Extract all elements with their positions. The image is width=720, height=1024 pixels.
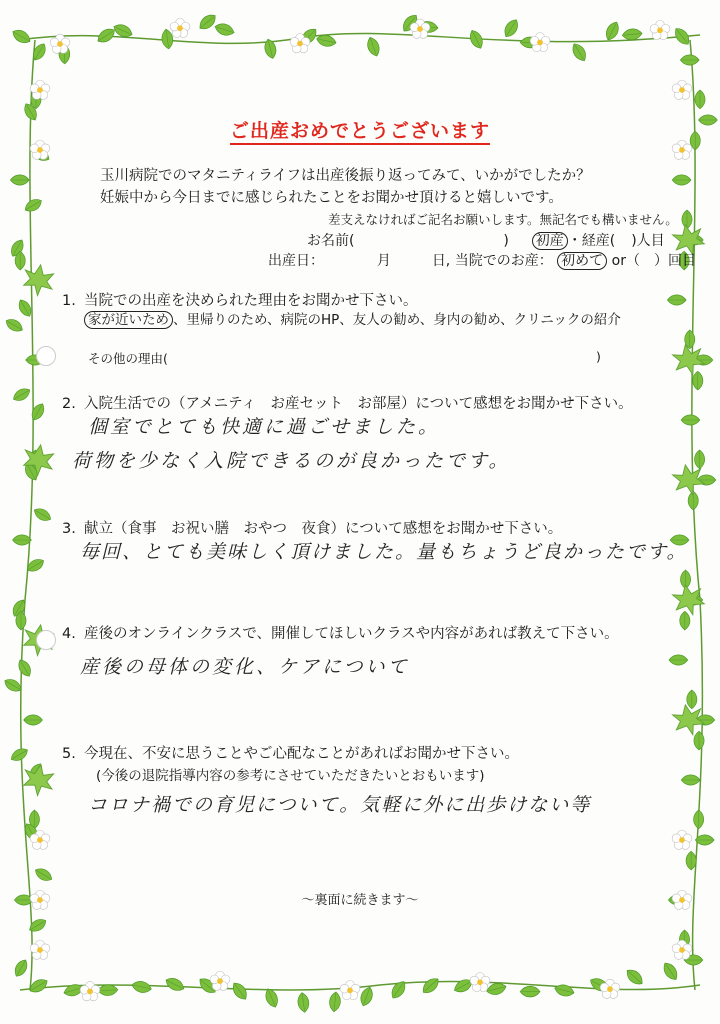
leaf-icon bbox=[420, 975, 442, 996]
answer-2-line-1: 個室でとても快適に過ごせました。 bbox=[88, 416, 441, 438]
flower-icon bbox=[170, 18, 190, 37]
leaf-icon bbox=[686, 851, 696, 870]
leaf-icon bbox=[33, 866, 54, 884]
page-title: ご出産おめでとうございます bbox=[0, 116, 720, 143]
question-2: 2. 入院生活での（アメニティ お産セット お部屋）について感想をお聞かせ下さい。 bbox=[62, 396, 633, 412]
leaf-icon bbox=[16, 657, 34, 678]
other-reason-close: ) bbox=[596, 349, 601, 364]
leaf-icon bbox=[164, 975, 187, 993]
hospital-birth-label: 当院でのお産： bbox=[454, 253, 553, 269]
birth-month-label: 月 bbox=[376, 253, 391, 269]
question-4: 4. 産後のオンラインクラスで、開催してほしいクラスや内容があれば教えて下さい。 bbox=[62, 626, 619, 642]
leaf-icon bbox=[10, 175, 29, 185]
leaf-icon bbox=[693, 371, 703, 390]
multi-birth-label: 経産( bbox=[581, 233, 616, 249]
flower-icon bbox=[672, 80, 692, 99]
leaf-icon bbox=[10, 27, 33, 46]
leaf-icon bbox=[681, 415, 700, 425]
leaf-icon bbox=[24, 715, 43, 725]
first-time-circled[interactable]: 初めて bbox=[557, 252, 607, 270]
intro-line-1: 玉川病院でのマタニティライフは出産後振り返ってみて、いかがでしたか？ bbox=[100, 168, 591, 184]
leaf-icon bbox=[27, 916, 48, 934]
flower-icon bbox=[650, 20, 670, 39]
leaf-icon bbox=[9, 746, 30, 764]
birth-date-label: 出産日： bbox=[268, 253, 324, 269]
question-1: 1. 当院での出産を決められた理由をお聞かせ下さい。 bbox=[62, 293, 418, 309]
leaf-icon bbox=[358, 985, 375, 1007]
leaf-icon bbox=[694, 810, 704, 829]
flower-icon bbox=[210, 971, 230, 990]
leaf-icon bbox=[694, 450, 704, 469]
leaf-icon bbox=[660, 960, 680, 982]
option-near-home[interactable]: 家が近いため bbox=[84, 311, 173, 329]
question-4-text: 産後のオンラインクラスで、開催してほしいクラスや内容があれば教えて下さい。 bbox=[84, 626, 619, 642]
leaf-icon bbox=[131, 980, 153, 995]
leaf-icon bbox=[695, 90, 705, 109]
answer-3: 毎回、とても美味しく頂けました。量もちょうど良かったです。 bbox=[80, 541, 688, 563]
leaf-icon bbox=[23, 196, 44, 214]
answer-5: コロナ禍での育児について。気軽に外に出歩けない等 bbox=[88, 794, 592, 816]
leaf-icon bbox=[622, 28, 643, 41]
name-close: ) bbox=[503, 233, 509, 249]
flower-icon bbox=[530, 33, 550, 52]
birth-count-label: or（ ）回目 bbox=[611, 253, 696, 269]
flower-icon bbox=[340, 980, 360, 999]
multi-birth-close: )人目 bbox=[631, 233, 665, 249]
leaf-icon bbox=[624, 966, 646, 987]
leaf-icon bbox=[680, 55, 699, 65]
leaf-icon bbox=[680, 611, 690, 630]
birth-row bbox=[268, 250, 696, 270]
name-dot: ・ bbox=[567, 233, 582, 249]
leaf-icon bbox=[501, 17, 521, 40]
flower-icon bbox=[30, 940, 50, 959]
leaf-icon bbox=[669, 655, 688, 665]
flower-icon bbox=[470, 972, 490, 991]
question-3: 3. 献立（食事 お祝い膳 おやつ 夜食）について感想をお聞かせ下さい。 bbox=[62, 521, 563, 537]
leaf-icon bbox=[682, 210, 692, 229]
leaf-icon bbox=[520, 986, 540, 997]
leaf-icon bbox=[365, 36, 382, 58]
leaf-icon bbox=[329, 991, 342, 1012]
punch-hole-top bbox=[36, 346, 56, 366]
continue-note: 〜裏面に続きます〜 bbox=[301, 893, 419, 908]
leaf-icon bbox=[197, 11, 219, 32]
name-row bbox=[307, 230, 665, 250]
answer-4: 産後の母体の変化、ケアについて bbox=[80, 656, 410, 678]
answer-2-line-2: 荷物を少なく入院できるのが良かったです。 bbox=[72, 450, 511, 472]
leaf-icon bbox=[681, 775, 700, 785]
leaf-icon bbox=[667, 295, 686, 305]
other-reason-label: その他の理由( bbox=[88, 351, 168, 366]
leaf-icon bbox=[687, 690, 697, 709]
leaf-icon bbox=[214, 21, 236, 37]
maple-leaf-icon bbox=[21, 762, 56, 797]
leaf-icon bbox=[569, 41, 589, 64]
flower-icon bbox=[672, 830, 692, 849]
leaf-icon bbox=[603, 20, 621, 43]
leaf-icon bbox=[161, 28, 174, 49]
question-1-options bbox=[84, 308, 621, 328]
intro-line-2: 妊娠中から今日までに感じられたことをお聞かせ頂けると嬉しいです。 bbox=[100, 190, 563, 206]
leaf-icon bbox=[672, 175, 691, 185]
punch-hole-bottom bbox=[36, 630, 56, 650]
maple-leaf-icon bbox=[21, 262, 56, 297]
question-2-text: 入院生活での（アメニティ お産セット お部屋）について感想をお聞かせ下さい。 bbox=[84, 396, 633, 412]
leaf-icon bbox=[230, 980, 250, 1002]
leaf-icon bbox=[32, 506, 53, 524]
leaf-icon bbox=[388, 979, 408, 1001]
flower-icon bbox=[30, 80, 50, 99]
question-3-text: 献立（食事 お祝い膳 おやつ 夜食）について感想をお聞かせ下さい。 bbox=[84, 521, 563, 537]
option-other-choices[interactable]: 、里帰りのため、病院のHP、友人の勧め、身内の勧め、クリニックの紹介 bbox=[173, 312, 621, 328]
question-5: 5. 今現在、不安に思うことやご心配なことがあればお聞かせ下さい。 bbox=[62, 746, 519, 762]
first-birth-circled[interactable]: 初産 bbox=[532, 232, 568, 250]
leaf-icon bbox=[11, 386, 32, 404]
leaf-icon bbox=[29, 401, 47, 422]
question-5-text: 今現在、不安に思うことやご心配なことがあればお聞かせ下さい。 bbox=[84, 746, 519, 762]
birth-day-label: 日, bbox=[431, 253, 451, 269]
leaf-icon bbox=[297, 992, 310, 1013]
question-5-subtext: (今後の退院指導内容の参考にさせていただきたいとおもいます) bbox=[96, 768, 485, 784]
question-1-text: 当院での出産を決められた理由をお聞かせ下さい。 bbox=[84, 293, 418, 309]
leaf-icon bbox=[4, 316, 25, 334]
name-label: お名前( bbox=[307, 233, 355, 249]
intro-note: 差支えなければご記名お願いします。無記名でも構いません。 bbox=[328, 212, 678, 227]
other-reason-row bbox=[88, 349, 601, 367]
leaf-icon bbox=[12, 957, 30, 978]
leaf-icon bbox=[13, 535, 32, 545]
leaf-icon bbox=[553, 983, 575, 998]
leaf-icon bbox=[98, 984, 118, 995]
